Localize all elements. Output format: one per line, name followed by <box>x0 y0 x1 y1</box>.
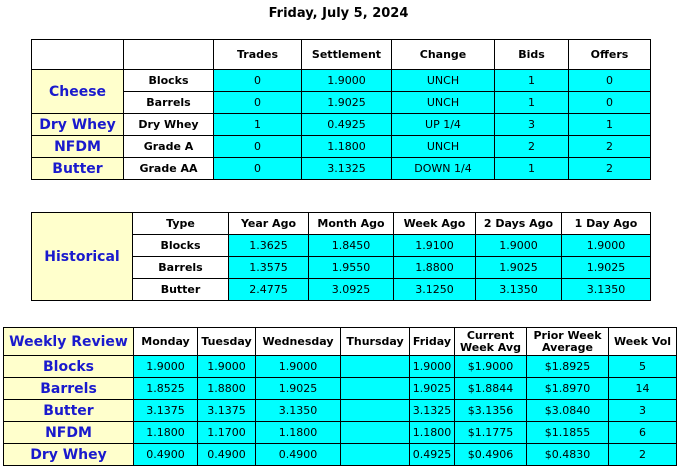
weekly-header-prior-line2: Average <box>542 340 593 354</box>
weekly-header-wednesday: Wednesday <box>256 328 341 356</box>
spot-cell: 1 <box>214 114 302 136</box>
weekly-cell: $1.9000 <box>455 356 527 378</box>
weekly-cell <box>341 422 410 444</box>
historical-cell: 1.8450 <box>309 235 394 257</box>
weekly-cell <box>341 356 410 378</box>
weekly-product-butter: Butter <box>4 400 134 422</box>
spot-cell: 3 <box>495 114 569 136</box>
spot-cell: 2 <box>495 136 569 158</box>
spot-cell: 1 <box>569 114 651 136</box>
weekly-header-friday: Friday <box>410 328 455 356</box>
historical-type-barrels: Barrels <box>133 257 229 279</box>
spot-cell: 0 <box>569 92 651 114</box>
weekly-cell: 2 <box>609 444 677 466</box>
weekly-header-thursday: Thursday <box>341 328 410 356</box>
spot-sub-barrels: Barrels <box>124 92 214 114</box>
weekly-row-butter <box>4 400 677 422</box>
weekly-header-current-line1: Current <box>466 328 515 342</box>
spot-cell: 1.9025 <box>302 92 392 114</box>
spot-sub-grade-a: Grade A <box>124 136 214 158</box>
weekly-header-week-vol: Week Vol <box>609 328 677 356</box>
spot-sub-grade-aa: Grade AA <box>124 158 214 180</box>
weekly-cell: 1.9000 <box>256 356 341 378</box>
weekly-cell: 3.1350 <box>256 400 341 422</box>
historical-cell: 1.9550 <box>309 257 394 279</box>
spot-cell: 1 <box>495 70 569 92</box>
historical-cell: 3.1350 <box>476 279 562 301</box>
weekly-review-label: Weekly Review <box>4 328 134 356</box>
weekly-cell: 0.4900 <box>198 444 256 466</box>
weekly-cell: 0.4900 <box>256 444 341 466</box>
weekly-cell: 1.8525 <box>134 378 198 400</box>
spot-cell: 0 <box>569 70 651 92</box>
historical-cell: 2.4775 <box>229 279 309 301</box>
historical-cell: 3.0925 <box>309 279 394 301</box>
historical-table <box>31 212 651 301</box>
spot-header-trades: Trades <box>214 40 302 70</box>
spot-cell: 1 <box>495 158 569 180</box>
spot-cell: 0.4925 <box>302 114 392 136</box>
weekly-header-monday: Monday <box>134 328 198 356</box>
weekly-cell <box>341 444 410 466</box>
weekly-product-dry-whey: Dry Whey <box>4 444 134 466</box>
historical-cell: 3.1250 <box>394 279 476 301</box>
weekly-cell: 1.1800 <box>134 422 198 444</box>
spot-row-butter <box>32 158 651 180</box>
spot-cell: 0 <box>214 136 302 158</box>
weekly-cell: $3.0840 <box>527 400 609 422</box>
spot-cell: UNCH <box>392 92 495 114</box>
historical-cell: 1.9025 <box>562 257 651 279</box>
historical-header-2-days-ago: 2 Days Ago <box>476 213 562 235</box>
weekly-cell: 0.4925 <box>410 444 455 466</box>
product-nfdm: NFDM <box>32 136 124 158</box>
spot-header-blank-2 <box>124 40 214 70</box>
weekly-cell: $1.8844 <box>455 378 527 400</box>
weekly-cell: $1.1855 <box>527 422 609 444</box>
spot-cell: 2 <box>569 136 651 158</box>
spot-row-dry-whey <box>32 114 651 136</box>
spot-cell: 0 <box>214 70 302 92</box>
spot-cell: 1.1800 <box>302 136 392 158</box>
spot-cell: 1.9000 <box>302 70 392 92</box>
historical-cell: 1.9100 <box>394 235 476 257</box>
weekly-cell: $0.4830 <box>527 444 609 466</box>
spot-header-bids: Bids <box>495 40 569 70</box>
spot-row-nfdm <box>32 136 651 158</box>
weekly-cell <box>341 400 410 422</box>
historical-type-blocks: Blocks <box>133 235 229 257</box>
weekly-cell: 0.4900 <box>134 444 198 466</box>
weekly-cell: 3.1325 <box>410 400 455 422</box>
weekly-cell: $3.1356 <box>455 400 527 422</box>
page-title: Friday, July 5, 2024 <box>268 6 409 21</box>
weekly-cell: 1.9025 <box>410 378 455 400</box>
weekly-cell: 1.9000 <box>198 356 256 378</box>
spot-cell: UP 1/4 <box>392 114 495 136</box>
weekly-product-blocks: Blocks <box>4 356 134 378</box>
weekly-cell: $1.8970 <box>527 378 609 400</box>
weekly-cell: 3.1375 <box>134 400 198 422</box>
weekly-cell: 3 <box>609 400 677 422</box>
weekly-header-current-line2: Week Avg <box>460 340 521 354</box>
historical-label: Historical <box>32 213 133 301</box>
weekly-row-barrels <box>4 378 677 400</box>
weekly-cell: 1.9000 <box>134 356 198 378</box>
spot-header-blank <box>32 40 124 70</box>
weekly-header-prior-week-average <box>527 328 609 356</box>
product-cheese: Cheese <box>32 70 124 114</box>
spot-row-blocks <box>32 70 651 92</box>
weekly-cell: 1.1700 <box>198 422 256 444</box>
historical-header-1-day-ago: 1 Day Ago <box>562 213 651 235</box>
historical-cell: 1.9000 <box>476 235 562 257</box>
weekly-cell: 5 <box>609 356 677 378</box>
weekly-header-current-week-avg <box>455 328 527 356</box>
spot-row-barrels <box>32 92 651 114</box>
weekly-cell: 1.1800 <box>410 422 455 444</box>
spot-cell: 2 <box>569 158 651 180</box>
weekly-row-dry-whey <box>4 444 677 466</box>
historical-header-type: Type <box>133 213 229 235</box>
spot-cell: UNCH <box>392 136 495 158</box>
weekly-product-nfdm: NFDM <box>4 422 134 444</box>
weekly-cell: 14 <box>609 378 677 400</box>
weekly-cell: 1.1800 <box>256 422 341 444</box>
weekly-cell: 1.8800 <box>198 378 256 400</box>
weekly-product-barrels: Barrels <box>4 378 134 400</box>
product-butter: Butter <box>32 158 124 180</box>
weekly-cell <box>341 378 410 400</box>
weekly-cell: 6 <box>609 422 677 444</box>
weekly-cell: $1.1775 <box>455 422 527 444</box>
historical-header-year-ago: Year Ago <box>229 213 309 235</box>
spot-sub-blocks: Blocks <box>124 70 214 92</box>
spot-table <box>31 39 651 180</box>
spot-cell: 1 <box>495 92 569 114</box>
weekly-row-nfdm <box>4 422 677 444</box>
spot-cell: 3.1325 <box>302 158 392 180</box>
historical-cell: 3.1350 <box>562 279 651 301</box>
historical-header-month-ago: Month Ago <box>309 213 394 235</box>
weekly-cell: $0.4906 <box>455 444 527 466</box>
historical-cell: 1.9025 <box>476 257 562 279</box>
weekly-row-blocks <box>4 356 677 378</box>
spot-cell: DOWN 1/4 <box>392 158 495 180</box>
historical-header-week-ago: Week Ago <box>394 213 476 235</box>
spot-header-change: Change <box>392 40 495 70</box>
weekly-header-tuesday: Tuesday <box>198 328 256 356</box>
spot-header-offers: Offers <box>569 40 651 70</box>
spot-sub-dry-whey: Dry Whey <box>124 114 214 136</box>
spot-cell: 0 <box>214 158 302 180</box>
historical-cell: 1.9000 <box>562 235 651 257</box>
weekly-cell: 1.9025 <box>256 378 341 400</box>
historical-cell: 1.3625 <box>229 235 309 257</box>
weekly-cell: $1.8925 <box>527 356 609 378</box>
historical-type-butter: Butter <box>133 279 229 301</box>
weekly-review-table <box>3 327 677 466</box>
product-dry-whey: Dry Whey <box>32 114 124 136</box>
weekly-cell: 3.1375 <box>198 400 256 422</box>
weekly-cell: 1.9000 <box>410 356 455 378</box>
historical-cell: 1.3575 <box>229 257 309 279</box>
spot-cell: 0 <box>214 92 302 114</box>
historical-cell: 1.8800 <box>394 257 476 279</box>
weekly-header-prior-line1: Prior Week <box>533 328 602 342</box>
spot-cell: UNCH <box>392 70 495 92</box>
spot-header-settlement: Settlement <box>302 40 392 70</box>
